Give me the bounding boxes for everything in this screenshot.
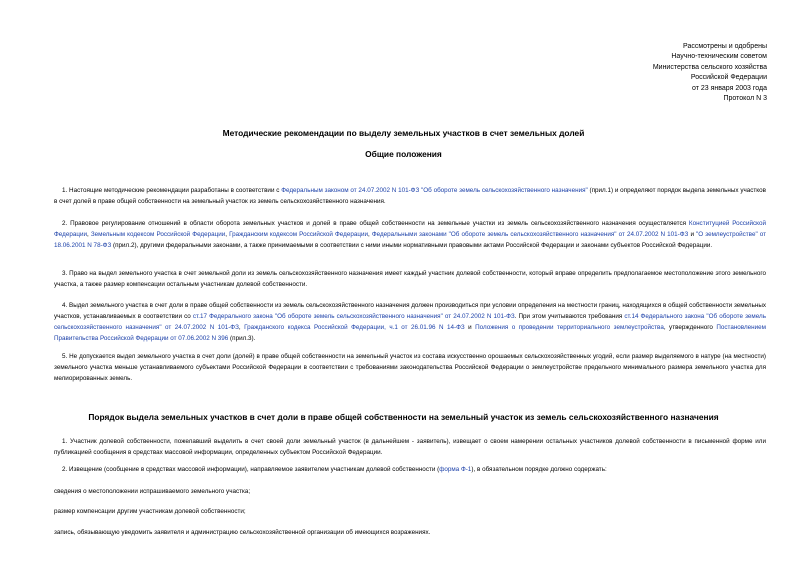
- text: 4. Выдел земельного участка в счет доли в праве общей собственности из земель сельскохозяйственного назначения должен производиться при условии определения на местности границ, находящихся в общей собственности земельных участков, устанавливаемых в соответствии со: [54, 302, 766, 320]
- approval-line: Протокол N 3: [723, 95, 767, 103]
- document-title: Методические рекомендации по выделу земельных участков в счет земельных долей: [222, 128, 585, 138]
- land-management-law-link[interactable]: "О землеустройстве" от 18.06.2001 N 78-ФЗ: [54, 231, 767, 249]
- text: . При этом учитываются требования: [514, 313, 625, 320]
- text: , утвержденного: [663, 324, 717, 331]
- approval-line: Российской Федерации: [690, 74, 767, 82]
- approval-line: Научно-техническим советом: [671, 53, 767, 61]
- text: размер компенсации другим участникам долевой собственности;: [54, 508, 246, 515]
- section-heading-procedure: Порядок выдела земельных участков в счет доли в праве общей собственности на земельный участок из земель сельскохозяйственного назначения: [88, 412, 719, 422]
- form-f1-link[interactable]: форма Ф-1: [439, 466, 472, 473]
- text: сведения о местоположении испрашиваемого земельного участка;: [54, 488, 251, 495]
- civil-code-part1-link[interactable]: Гражданского кодекса Российской Федерации, ч.1 от 26.01.96 N 14-ФЗ: [244, 324, 465, 331]
- article-17-link[interactable]: ст.17 Федерального закона "Об обороте земель сельскохозяйственного назначения" от 24.07.2002 N 101-ФЗ: [192, 313, 515, 320]
- paragraph-5: [54, 351, 766, 384]
- paragraph-4: [54, 300, 766, 344]
- text: и: [688, 231, 697, 238]
- approval-block: [507, 42, 767, 104]
- text: (прил.3).: [228, 335, 256, 342]
- paragraph-2: [54, 218, 766, 251]
- text: 5. Не допускается выдел земельного участка в счет доли (долей) в праве общей собственности на земельный участок из состава искусственно орошаемых сельскохозяйственных угодий, если размер выделяемого в натуре (на местности) земельного участка меньше устанавливаемого субъектами Российской Федерации в соответствии с требованиями законодательства Российской Федерации о землеустройстве предельного минимального размера земельного участка для мелиорированных земель.: [54, 353, 766, 382]
- government-decree-link[interactable]: Постановлением Правительства Российской Федерации от 07.06.2002 N 396: [54, 324, 767, 342]
- regulation-link[interactable]: Положения о проведении территориального землеустройства: [475, 324, 664, 331]
- procedure-item-compensation: [54, 506, 766, 517]
- text: 3. Право на выдел земельного участка в счет земельной доли из земель сельскохозяйственного назначения имеет каждый участник долевой собственности, который вправе определить предполагаемое местоположение этого земельного участка, а также размер компенсации остальным участникам долевой собственности.: [54, 270, 766, 288]
- text: ,: [238, 324, 245, 331]
- text: 2. Извещение (сообщение в средствах массовой информации), направляемое заявителем участникам долевой собственности (: [62, 466, 440, 473]
- procedure-paragraph-2: [54, 464, 766, 475]
- text: (прил.1) и определяют порядок выдела земельных участков в счет долей в праве общей собственности на земельный участок из земель сельскохозяйственного назначения.: [54, 187, 766, 205]
- text: (прил.2), другими федеральными законами, а также принимаемыми в соответствии с ними иными нормативными правовыми актами Российской Федерации и законами субъектов Российской Федерации.: [111, 242, 713, 249]
- procedure-item-notice: [54, 527, 766, 538]
- approval-line: Министерства сельского хозяйства: [652, 63, 767, 71]
- approval-line: от 23 января 2003 года: [692, 84, 767, 92]
- procedure-paragraph-1: [54, 436, 766, 458]
- approval-line: Рассмотрены и одобрены: [683, 43, 767, 50]
- text: запись, обязывающую уведомить заявителя и администрацию сельскохозяйственной организации об имеющихся возражениях.: [54, 529, 431, 536]
- civil-code-link[interactable]: Гражданским кодексом Российской Федерации: [229, 231, 368, 238]
- article-14-link[interactable]: ст.14 Федерального закона "Об обороте земель сельскохозяйственного назначения" от 24.07.2002 N 101-ФЗ: [54, 313, 766, 331]
- text: 2. Правовое регулирование отношений в области оборота земельных участков и долей в праве общей собственности на земельные участки из земель сельскохозяйственного назначения осуществляется: [62, 220, 689, 227]
- land-code-link[interactable]: Земельным кодексом Российской Федерации: [90, 231, 226, 238]
- text: ), в обязательном порядке должно содержать:: [471, 466, 607, 473]
- text: ,: [86, 231, 91, 238]
- text: ,: [225, 231, 230, 238]
- federal-laws-link[interactable]: Федеральными законами "Об обороте земель сельскохозяйственного назначения" от 24.07.2002 N 101-ФЗ: [371, 231, 689, 238]
- paragraph-1: [54, 185, 766, 207]
- law-link[interactable]: Федеральным законом от 24.07.2002 N 101-ФЗ "Об обороте земель сельскохозяйственного назначения": [281, 187, 588, 194]
- paragraph-3: [54, 268, 766, 290]
- procedure-item-location: [54, 486, 766, 497]
- text: ,: [367, 231, 372, 238]
- constitution-link[interactable]: Конституцией Российской Федерации: [54, 220, 766, 238]
- section-heading-general: Общие положения: [365, 149, 442, 159]
- text: и: [464, 324, 476, 331]
- text: 1. Настоящие методические рекомендации разработаны в соответствии с: [62, 187, 282, 194]
- text: 1. Участник долевой собственности, пожелавший выделить в счет своей доли земельный участок (в дальнейшем - заявитель), извещает о своем намерении остальных участников долевой собственности в письменной форме или публикацией сообщения в средствах массовой информации, определенных субъектом Российской Федерации.: [54, 438, 766, 456]
